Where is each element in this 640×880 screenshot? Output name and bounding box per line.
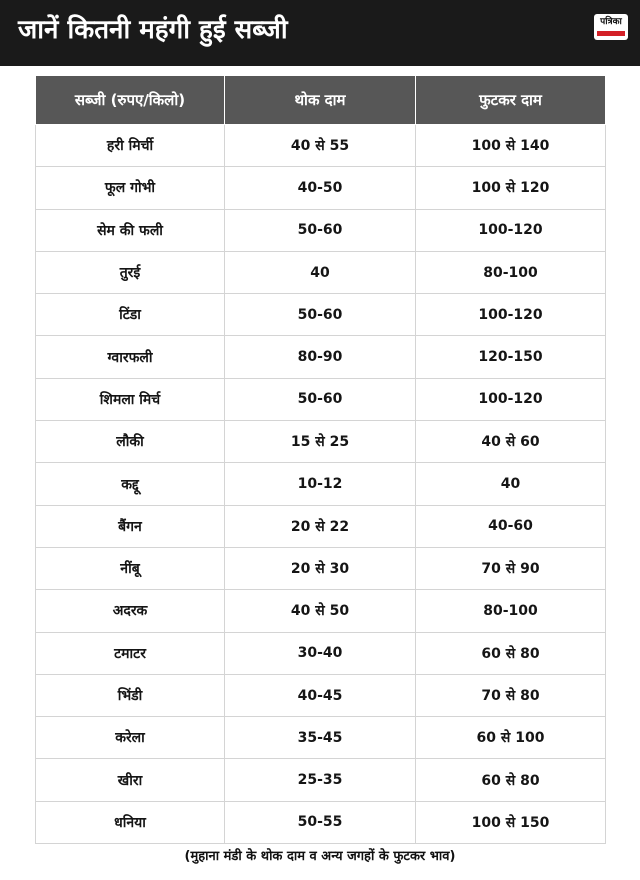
table-row xyxy=(36,463,606,505)
retail-price-cell: 40 से 60 xyxy=(416,421,606,463)
logo-accent-bar xyxy=(597,31,625,36)
retail-price-cell: 70 से 80 xyxy=(416,674,606,716)
retail-price-cell: 70 से 90 xyxy=(416,547,606,589)
retail-price-cell: 60 से 100 xyxy=(416,717,606,759)
vegetable-cell: अदरक xyxy=(36,590,225,632)
wholesale-price-cell: 40 xyxy=(225,251,416,293)
vegetable-cell: टिंडा xyxy=(36,294,225,336)
table-row xyxy=(36,505,606,547)
wholesale-price-cell: 40-45 xyxy=(225,674,416,716)
vegetable-cell: शिमला मिर्च xyxy=(36,378,225,420)
retail-price-cell: 60 से 80 xyxy=(416,632,606,674)
vegetable-cell: धनिया xyxy=(36,801,225,843)
vegetable-cell: कद्दू xyxy=(36,463,225,505)
table-row xyxy=(36,167,606,209)
retail-price-cell: 100-120 xyxy=(416,294,606,336)
vegetable-cell: ग्वारफली xyxy=(36,336,225,378)
retail-price-cell: 100-120 xyxy=(416,378,606,420)
patrika-logo xyxy=(594,14,628,40)
wholesale-price-cell: 30-40 xyxy=(225,632,416,674)
vegetable-cell: खीरा xyxy=(36,759,225,801)
table-row xyxy=(36,251,606,293)
retail-price-cell: 80-100 xyxy=(416,251,606,293)
price-table xyxy=(35,75,606,844)
retail-price-cell: 60 से 80 xyxy=(416,759,606,801)
vegetable-cell: नींबू xyxy=(36,547,225,589)
wholesale-price-cell: 40-50 xyxy=(225,167,416,209)
footnote: (मुहाना मंडी के थोक दाम व अन्य जगहों के फुटकर भाव) xyxy=(184,849,456,864)
wholesale-price-cell: 50-60 xyxy=(225,294,416,336)
table-row xyxy=(36,125,606,167)
logo-text: पत्रिका xyxy=(600,17,622,27)
table-row xyxy=(36,801,606,843)
vegetable-cell: करेला xyxy=(36,717,225,759)
wholesale-price-cell: 50-55 xyxy=(225,801,416,843)
table-row xyxy=(36,421,606,463)
page-title: जानें कितनी महंगी हुई सब्जी xyxy=(18,15,288,45)
column-header-vegetable: सब्जी (रुपए/किलो) xyxy=(36,76,225,125)
table-row xyxy=(36,294,606,336)
table-row xyxy=(36,547,606,589)
table-row xyxy=(36,378,606,420)
retail-price-cell: 80-100 xyxy=(416,590,606,632)
wholesale-price-cell: 50-60 xyxy=(225,209,416,251)
wholesale-price-cell: 50-60 xyxy=(225,378,416,420)
table-row xyxy=(36,590,606,632)
vegetable-cell: सेम की फली xyxy=(36,209,225,251)
retail-price-cell: 100 से 150 xyxy=(416,801,606,843)
column-header-retail: फुटकर दाम xyxy=(416,76,606,125)
vegetable-cell: हरी मिर्ची xyxy=(36,125,225,167)
table-row xyxy=(36,336,606,378)
wholesale-price-cell: 25-35 xyxy=(225,759,416,801)
vegetable-cell: लौकी xyxy=(36,421,225,463)
header-banner xyxy=(0,0,640,66)
retail-price-cell: 40 xyxy=(416,463,606,505)
wholesale-price-cell: 15 से 25 xyxy=(225,421,416,463)
wholesale-price-cell: 35-45 xyxy=(225,717,416,759)
vegetable-cell: टमाटर xyxy=(36,632,225,674)
wholesale-price-cell: 40 से 55 xyxy=(225,125,416,167)
table-row xyxy=(36,759,606,801)
vegetable-cell: तुरई xyxy=(36,251,225,293)
wholesale-price-cell: 40 से 50 xyxy=(225,590,416,632)
retail-price-cell: 120-150 xyxy=(416,336,606,378)
vegetable-cell: फूल गोभी xyxy=(36,167,225,209)
wholesale-price-cell: 10-12 xyxy=(225,463,416,505)
table-row xyxy=(36,632,606,674)
table-header-row xyxy=(36,76,606,125)
table-body xyxy=(36,125,606,844)
retail-price-cell: 100-120 xyxy=(416,209,606,251)
column-header-wholesale: थोक दाम xyxy=(225,76,416,125)
wholesale-price-cell: 20 से 30 xyxy=(225,547,416,589)
retail-price-cell: 100 से 140 xyxy=(416,125,606,167)
table-row xyxy=(36,209,606,251)
vegetable-cell: बैंगन xyxy=(36,505,225,547)
wholesale-price-cell: 80-90 xyxy=(225,336,416,378)
vegetable-cell: भिंडी xyxy=(36,674,225,716)
retail-price-cell: 100 से 120 xyxy=(416,167,606,209)
retail-price-cell: 40-60 xyxy=(416,505,606,547)
wholesale-price-cell: 20 से 22 xyxy=(225,505,416,547)
table-row xyxy=(36,717,606,759)
table-row xyxy=(36,674,606,716)
